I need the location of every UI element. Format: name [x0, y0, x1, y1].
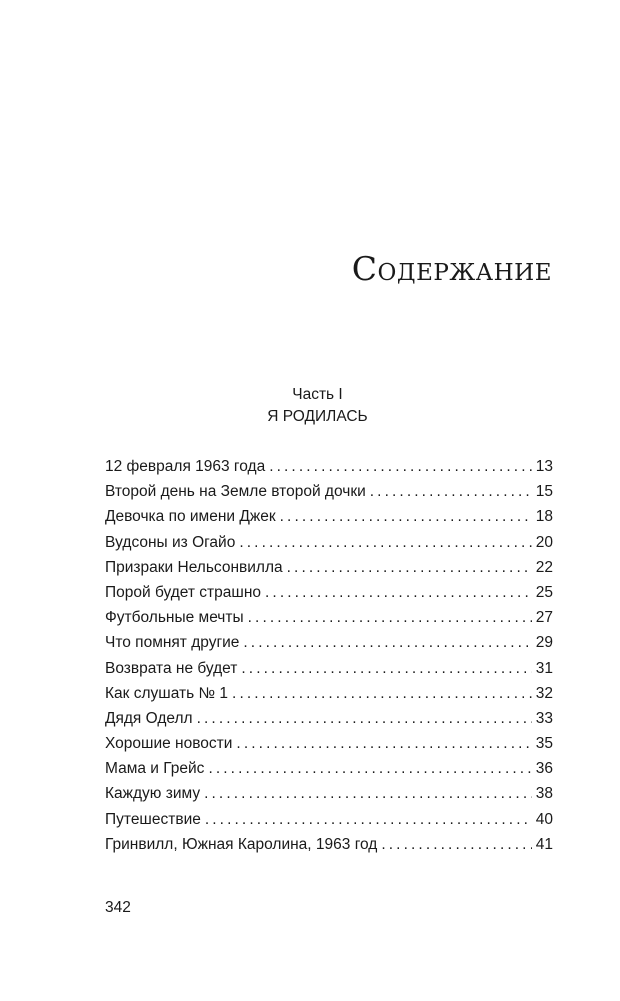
toc-entry-title: Второй день на Земле второй дочки	[105, 483, 366, 501]
toc-entry	[105, 555, 553, 580]
toc-entry	[105, 530, 553, 555]
toc-entry-page: 13	[535, 458, 553, 475]
toc-entry	[105, 756, 553, 781]
toc-entry	[105, 807, 553, 832]
toc-entry-page: 27	[535, 609, 553, 627]
toc-entry	[105, 681, 553, 706]
toc-entry-page: 29	[535, 634, 553, 652]
part-title: Я РОДИЛАСЬ	[267, 408, 368, 425]
toc-entry-title: Мама и Грейс	[105, 760, 205, 778]
toc-leader	[241, 656, 532, 681]
toc-leader	[205, 807, 532, 832]
toc-entry	[105, 656, 553, 681]
toc-leader	[370, 479, 532, 504]
toc-entry-page: 15	[535, 483, 553, 501]
toc-leader	[265, 580, 532, 605]
toc-entry	[105, 454, 553, 479]
toc-leader	[204, 781, 532, 806]
toc-entry	[105, 479, 553, 504]
toc-entry-page: 22	[535, 558, 553, 576]
toc-leader	[239, 530, 532, 555]
toc-entry-page: 35	[535, 735, 553, 753]
page-title: Содержание	[351, 249, 552, 288]
toc-entry-page: 32	[535, 684, 553, 702]
toc-entry	[105, 630, 553, 655]
toc-entry-title: Возврата не будет	[105, 659, 238, 677]
toc-entry	[105, 832, 553, 857]
toc-entry-title: Вудсоны из Огайо	[105, 533, 236, 551]
toc-entry-page: 25	[535, 583, 553, 601]
toc-entry-title: Каждую зиму	[105, 785, 201, 803]
toc-entry-title: Гринвилл, Южная Каролина, 1963 год	[105, 835, 378, 853]
toc-entry-page: 40	[535, 810, 553, 828]
toc-entry-title: Путешествие	[105, 810, 201, 828]
toc-entry-title: Девочка по имени Джек	[105, 508, 276, 526]
part-label: Часть I	[292, 386, 343, 403]
toc-leader	[208, 756, 532, 781]
toc-leader	[248, 605, 532, 630]
toc-entry-page: 18	[535, 508, 553, 526]
toc-entry-page: 41	[535, 835, 553, 853]
toc-leader	[236, 731, 532, 756]
toc-leader	[243, 630, 532, 655]
toc-entry	[105, 731, 553, 756]
toc-leader	[280, 504, 532, 529]
toc-leader	[232, 681, 532, 706]
part-header	[105, 384, 530, 428]
toc-entry-title: Дядя Оделл	[105, 709, 193, 727]
toc-entry-title: Что помнят другие	[105, 634, 240, 652]
toc-entry-title: 12 февраля 1963 года	[105, 458, 266, 475]
toc-leader	[197, 706, 532, 731]
toc-leader	[287, 555, 532, 580]
toc-entry	[105, 706, 553, 731]
toc-entry-page: 36	[535, 760, 553, 778]
toc-entry-title: Как слушать № 1	[105, 684, 229, 702]
toc-entry	[105, 580, 553, 605]
toc-entry	[105, 504, 553, 529]
toc-list	[105, 454, 553, 857]
toc-entry	[105, 605, 553, 630]
toc-leader	[381, 832, 532, 857]
toc-entry-page: 31	[535, 659, 553, 677]
toc-entry-page: 33	[535, 709, 553, 727]
toc-entry	[105, 781, 553, 806]
toc-entry-page: 20	[535, 533, 553, 551]
toc-entry-page: 38	[535, 785, 553, 803]
toc-entry-title: Хорошие новости	[105, 735, 233, 753]
toc-leader	[269, 454, 532, 479]
toc-entry-title: Порой будет страшно	[105, 583, 261, 601]
toc-entry-title: Призраки Нельсонвилла	[105, 558, 283, 576]
page-number: 342	[105, 899, 131, 916]
toc-entry-title: Футбольные мечты	[105, 609, 244, 627]
